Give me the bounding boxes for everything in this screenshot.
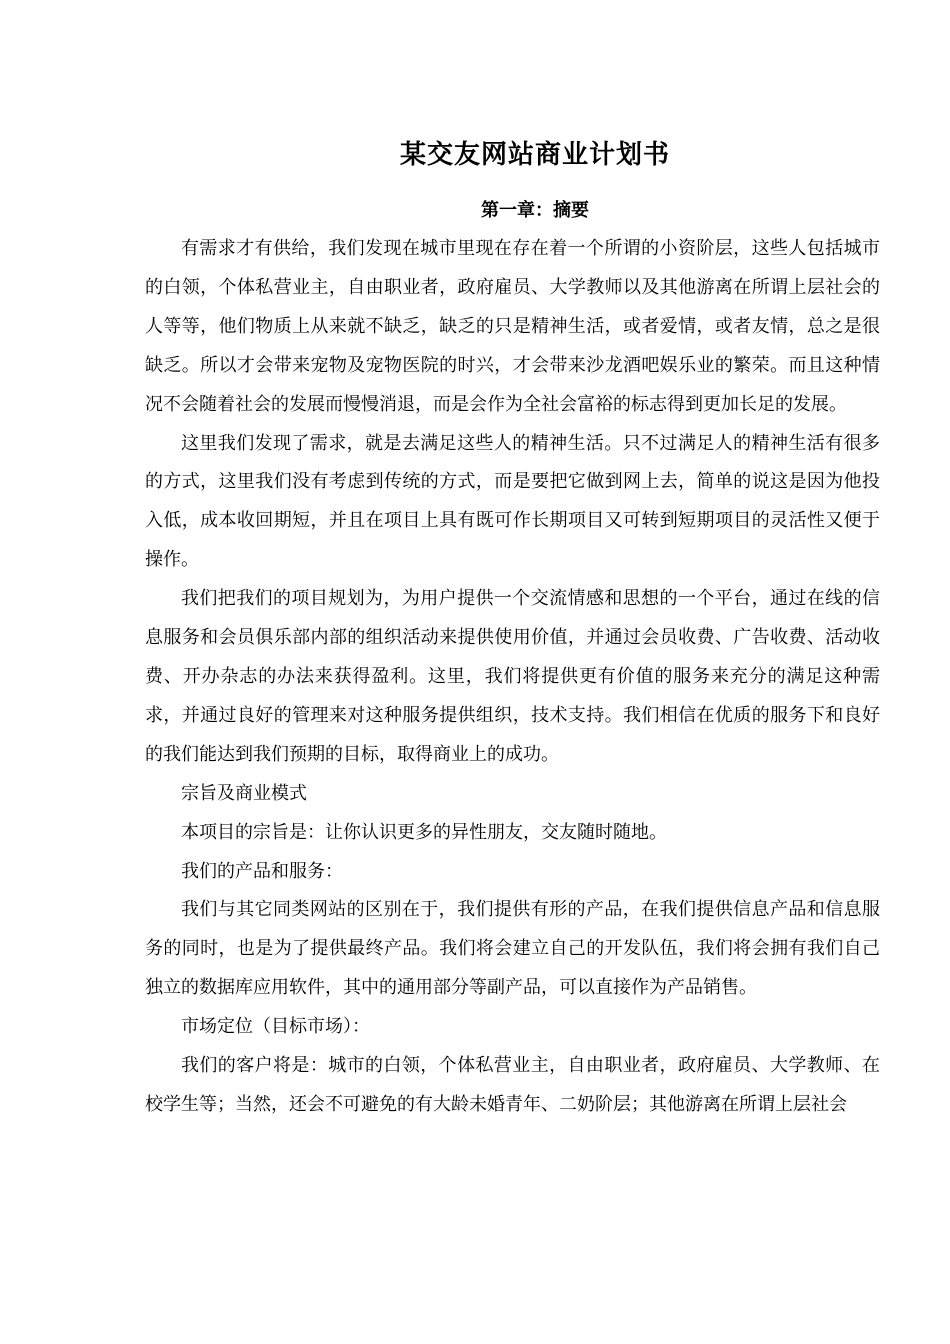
section-heading-products: 我们的产品和服务： xyxy=(181,860,343,882)
document-title: 某交友网站商业计划书 xyxy=(399,140,670,170)
chapter-heading: 第一章：摘要 xyxy=(481,200,589,221)
paragraph: 本项目的宗旨是：让你认识更多的异性朋友，交友随时随地。 xyxy=(181,821,667,843)
paragraph: 我们与其它同类网站的区别在于，我们提供有形的产品，在我们提供信息产品和信息服务的同时，也是为了提供最终产品。我们将会建立自己的开发队伍，我们将会拥有我们自己独立的数据库应用软件，其中的通用部分等副产品，可以直接作为产品销售。 xyxy=(145,899,880,999)
paragraph: 有需求才有供给，我们发现在城市里现在存在着一个所谓的小资阶层，这些人包括城市的白领，个体私营业主，自由职业者，政府雇员、大学教师以及其他游离在所谓上层社会的人等等，他们物质上从来就不缺乏，缺乏的只是精神生活，或者爱情，或者友情，总之是很缺乏。所以才会带来宠物及宠物医院的时兴，才会带来沙龙酒吧娱乐业的繁荣。而且这种情况不会随着社会的发展而慢慢消退，而是会作为全社会富裕的标志得到更加长足的发展。 xyxy=(145,238,880,415)
paragraph: 我们的客户将是：城市的白领，个体私营业主，自由职业者，政府雇员、大学教师、在校学生等；当然，还会不可避免的有大龄未婚青年、二奶阶层；其他游离在所谓上层社会 xyxy=(145,1055,880,1115)
paragraph: 我们把我们的项目规划为，为用户提供一个交流情感和思想的一个平台，通过在线的信息服务和会员俱乐部内部的组织活动来提供使用价值，并通过会员收费、广告收费、活动收费、开办杂志的办法来获得盈利。这里，我们将提供更有价值的服务来充分的满足这种需求，并通过良好的管理来对这种服务提供组织，技术支持。我们相信在优质的服务下和良好的我们能达到我们预期的目标，取得商业上的成功。 xyxy=(145,588,880,765)
body-text xyxy=(145,230,880,1125)
paragraph: 这里我们发现了需求，就是去满足这些人的精神生活。只不过满足人的精神生活有很多的方式，这里我们没有考虑到传统的方式，而是要把它做到网上去，简单的说这是因为他投入低，成本收回期短，并且在项目上具有既可作长期项目又可转到短期项目的灵活性又便于操作。 xyxy=(145,432,880,571)
section-heading-mission: 宗旨及商业模式 xyxy=(181,782,307,804)
section-heading-market: 市场定位（目标市场）： xyxy=(181,1016,370,1038)
